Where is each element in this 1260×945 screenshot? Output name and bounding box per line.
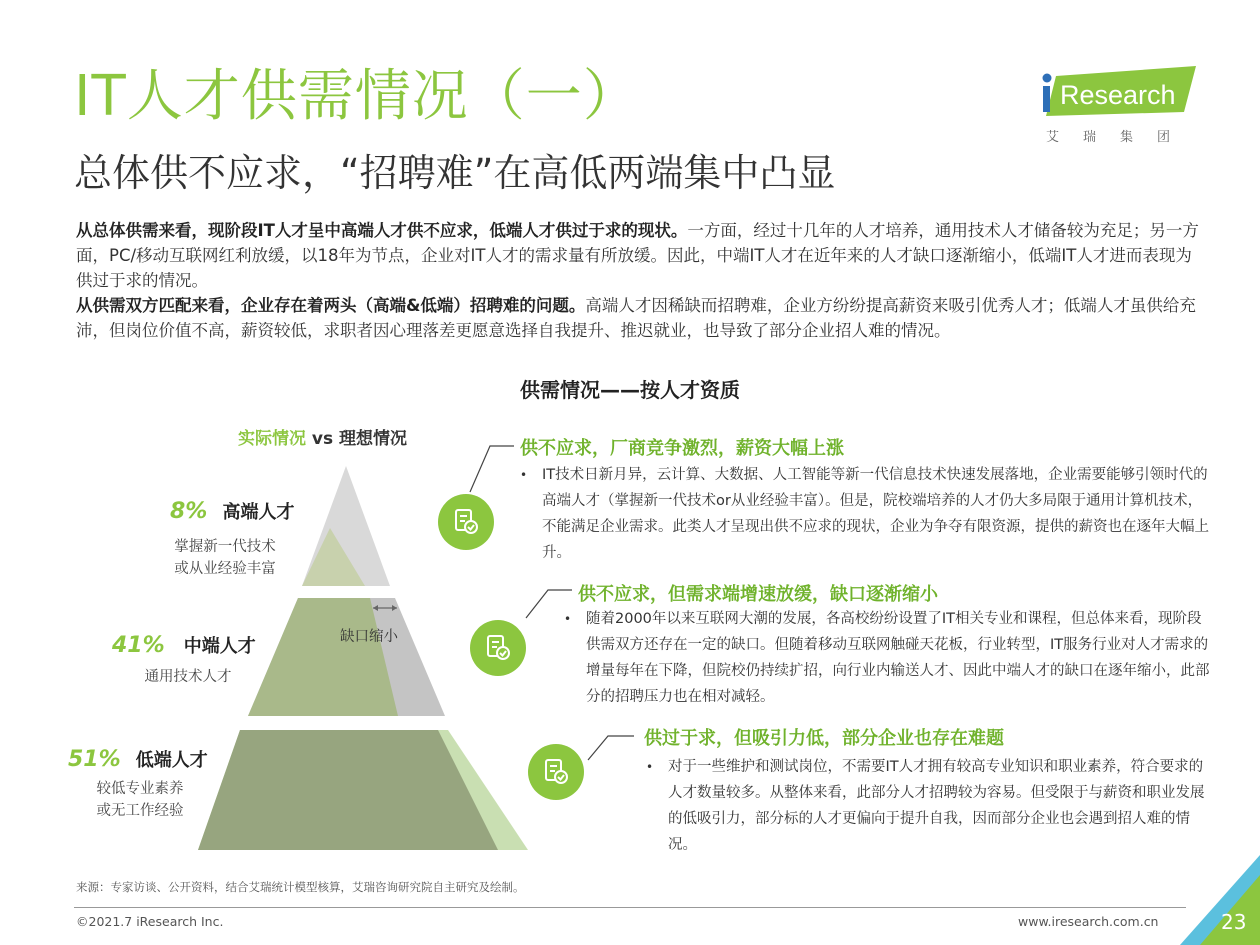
- tier-low-desc-line2: 或无工作经验: [96, 803, 184, 819]
- source-note: 来源：专家访谈、公开资料，结合艾瑞统计模型核算，艾瑞咨询研究院自主研究及绘制。: [76, 880, 525, 894]
- section-2-heading: 供不应求，但需求端增速放缓，缺口逐渐缩小: [578, 584, 938, 605]
- page-corner: [1180, 855, 1260, 945]
- document-check-icon: [470, 620, 526, 676]
- document-check-icon: [438, 494, 494, 550]
- website-url: www.iresearch.com.cn: [1018, 914, 1159, 929]
- page-title: IT人才供需情况（一）: [74, 64, 640, 129]
- bullet: •: [564, 612, 572, 626]
- section-3-text: 对于一些维护和测试岗位，不需要IT人才拥有较高专业知识和职业素养，符合要求的人才数量较多。从整体来看，此部分人才招聘较为容易。但受限于与薪资和职业发展的低吸引力，部分标的人才更偏向于提升自我，因而部分企业也会遇到招人难的情况。: [668, 759, 1205, 853]
- section-1-body: [520, 462, 1210, 566]
- gap-label: 缺口缩小: [340, 629, 398, 645]
- tier-middle-name: 中端人才: [183, 636, 256, 657]
- footer-divider: [74, 907, 1186, 908]
- tier-high-name: 高端人才: [222, 502, 295, 523]
- svg-text:Research: Research: [1060, 80, 1176, 110]
- intro-p1-text: 一方面，经过十几年的人才培养，通用技术人才储备较为充足；另一方面，PC/移动互联网红利放缓，以18年为节点，企业对IT人才的需求量有所放缓。因此，中端IT人才在近年来的人才缺口逐渐缩小，低端IT人才进而表现为供过于求的情况。: [76, 221, 1199, 290]
- tier-high-desc-line2: 或从业经验丰富: [174, 561, 276, 577]
- tier-high-desc-line1: 掌握新一代技术: [174, 539, 276, 555]
- section-1-heading: 供不应求，厂商竞争激烈，薪资大幅上涨: [520, 438, 844, 459]
- tier-middle-desc-line1: 通用技术人才: [144, 669, 232, 685]
- document-check-icon: [528, 744, 584, 800]
- bullet: •: [646, 760, 654, 774]
- tier-high-pct: 8%: [170, 499, 208, 524]
- legend-actual: 实际情况: [238, 429, 306, 449]
- section-3-heading: 供过于求，但吸引力低，部分企业也存在难题: [644, 728, 1004, 749]
- page-subtitle: 总体供不应求，“招聘难”在高低两端集中凸显: [74, 151, 836, 195]
- tier-middle-pct: 41%: [112, 633, 165, 658]
- intro-p2-text: 高端人才因稀缺而招聘难，企业方纷纷提高薪资来吸引优秀人才；低端人才虽供给充沛，但岗位价值不高，薪资较低，求职者因心理落差更愿意选择自我提升、推迟就业，也导致了部分企业招人难的情况。: [76, 296, 1196, 340]
- chart-title: 供需情况——按人才资质: [520, 378, 740, 402]
- tier-low-name: 低端人才: [135, 750, 208, 771]
- logo-subtitle: 艾瑞集团: [1046, 130, 1195, 145]
- section-1-text: IT技术日新月异，云计算、大数据、人工智能等新一代信息技术快速发展落地，企业需要能够引领时代的高端人才（掌握新一代技术or从业经验丰富）。但是，院校端培养的人才仍大多局限于通用计算机技术，不能满足企业需求。此类人才呈现出供不应求的现状，企业为争夺有限资源，提供的薪资也在逐年大幅上升。: [542, 467, 1209, 561]
- copyright: ©2021.7 iResearch Inc.: [76, 914, 224, 929]
- tier-low-desc-line1: 较低专业素养: [96, 781, 184, 797]
- tier-low-pct: 51%: [68, 747, 121, 772]
- section-2-text: 随着2000年以来互联网大潮的发展，各高校纷纷设置了IT相关专业和课程，但总体来看，现阶段供需双方还存在一定的缺口。但随着移动互联网触碰天花板，行业转型，IT服务行业对人才需求的增量每年在下降，但院校仍持续扩招，向行业内输送人才、因此中端人才的缺口在逐年缩小，此部分的招聘压力也在相对减轻。: [586, 611, 1210, 705]
- bullet: •: [520, 468, 528, 482]
- page-number: 23: [1221, 910, 1247, 934]
- section-3-body: [646, 754, 1212, 858]
- intro-p1-bold: 从总体供需来看，现阶段IT人才呈中高端人才供不应求，低端人才供过于求的现状。: [76, 221, 688, 240]
- legend-vs: vs: [311, 429, 334, 449]
- intro-p2-bold: 从供需双方匹配来看，企业存在着两头（高端&低端）招聘难的问题。: [76, 296, 586, 315]
- legend-ideal: 理想情况: [339, 429, 408, 449]
- section-2-body: [564, 606, 1210, 710]
